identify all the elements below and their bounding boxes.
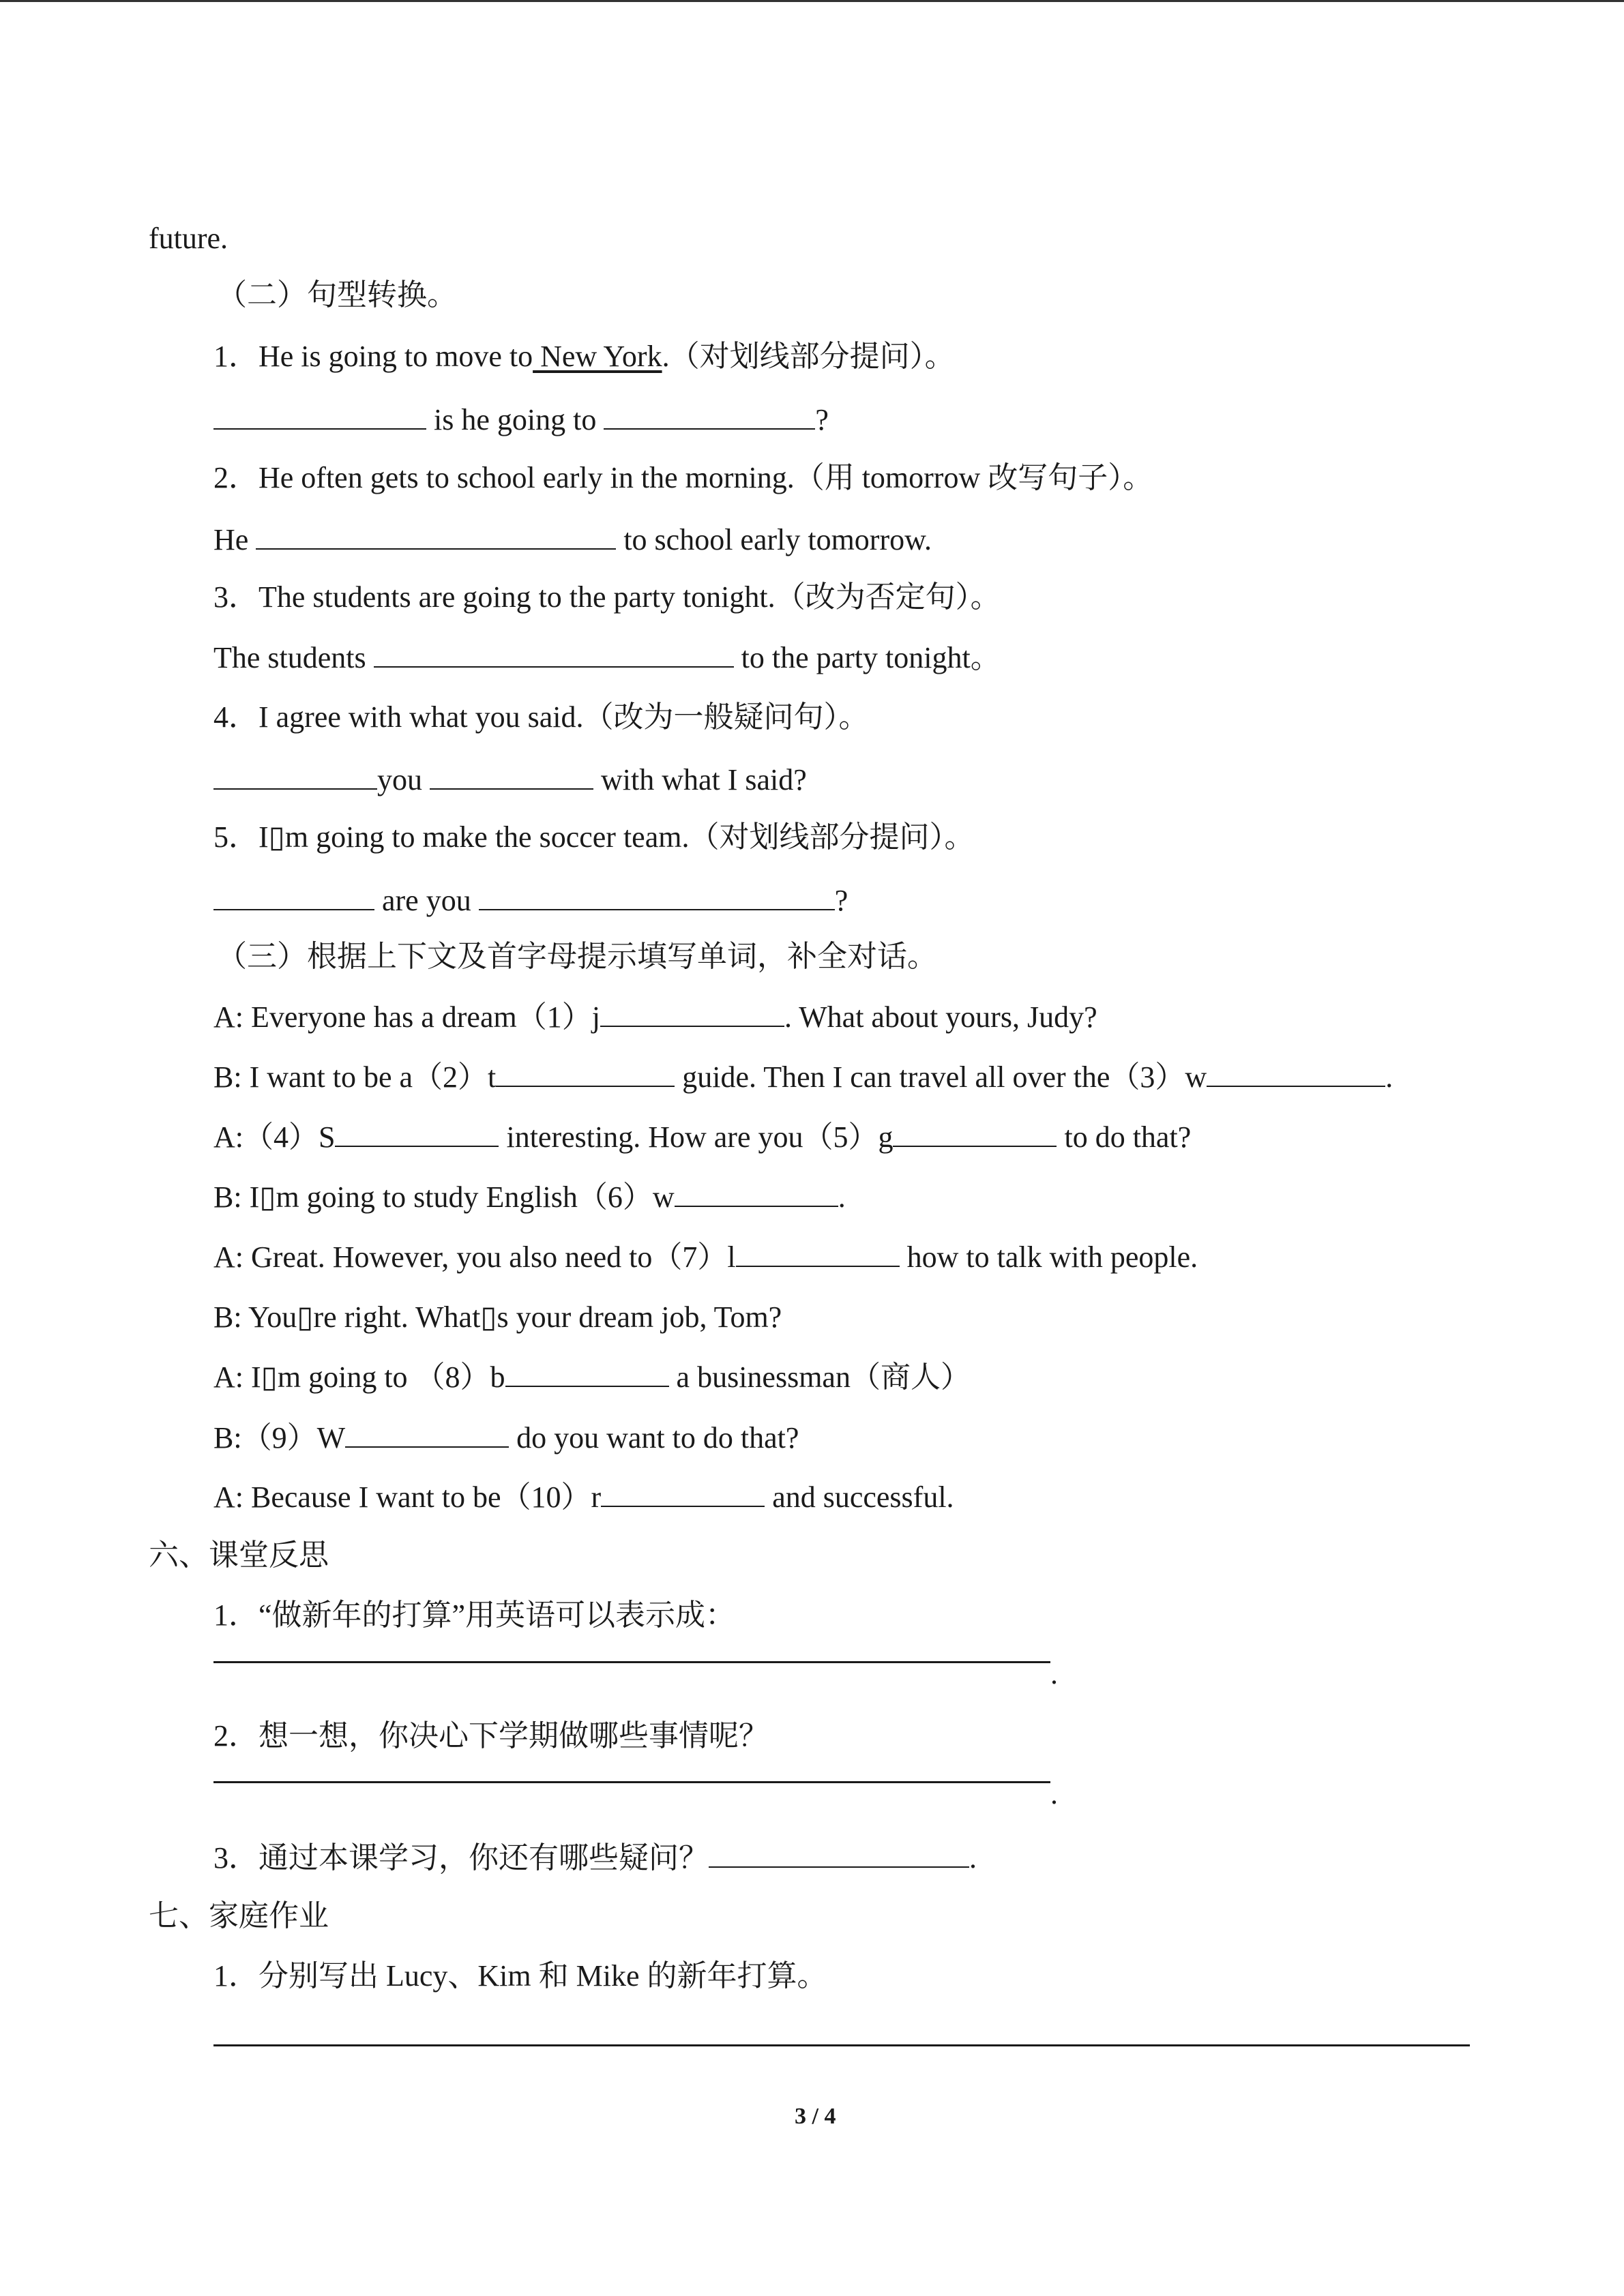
answer-line[interactable] (213, 2044, 1470, 2046)
period: . (1050, 1657, 1058, 1690)
s2-answer-5 (213, 879, 848, 921)
dialog-line-6 (213, 1297, 782, 1338)
dialog-line-8 (213, 1416, 799, 1459)
q5-number: 5． (213, 820, 259, 854)
section6-title: 六、课堂反思 (149, 1538, 329, 1572)
section2-title: （二）句型转换。 (217, 278, 457, 312)
q1-text-pre: He is going to move to (259, 340, 533, 373)
dialog-text: . What about yours, Judy? (784, 1000, 1097, 1034)
top-border (0, 0, 1624, 2)
answer-blank[interactable] (335, 1116, 499, 1147)
answer-blank[interactable] (479, 879, 835, 910)
dialog-text: A: Great. However, you also need to（7）l (213, 1240, 736, 1274)
a4-post: with what I said? (593, 763, 807, 796)
q1-underlined-text: New York (533, 340, 662, 373)
period: . (969, 1841, 977, 1875)
section7-title: 七、家庭作业 (149, 1899, 329, 1933)
dialog-text: how to talk with people. (899, 1240, 1198, 1274)
s6-question-2: 2．想一想，你决心下学期做哪些事情呢？ (213, 1719, 769, 1753)
q1-number: 1． (213, 340, 259, 373)
q4-number: 4． (213, 700, 259, 734)
dialog-text: B:（9）W (213, 1421, 346, 1455)
a2-post: to school early tomorrow. (616, 523, 932, 556)
dialog-line-2 (213, 1056, 1393, 1098)
dialog-text: B: I▯m going to study English（6）w (213, 1180, 675, 1214)
s6-question-1: 1．“做新年的打算”用英语可以表示成： (213, 1598, 736, 1632)
s2-answer-2 (213, 518, 932, 561)
s2-question-1 (213, 336, 955, 377)
answer-blank[interactable] (505, 1356, 669, 1387)
s2-question-5 (213, 817, 974, 858)
answer-blank[interactable] (430, 758, 593, 790)
s2-answer-3 (213, 636, 1001, 679)
dialog-text: . (1385, 1060, 1393, 1094)
answer-line[interactable] (213, 1661, 1050, 1663)
dialog-text: A: Because I want to be（10）r (213, 1480, 602, 1514)
q1-text-post: .（对划线部分提问）。 (662, 340, 955, 373)
dialog-text: a businessman（商人） (668, 1360, 971, 1394)
period: . (1050, 1777, 1058, 1810)
dialog-text: . (838, 1180, 846, 1214)
s6-question-3 (213, 1836, 977, 1879)
answer-blank[interactable] (736, 1236, 900, 1267)
a2-pre: He (213, 523, 256, 556)
section3-title: （三）根据上下文及首字母提示填写单词，补全对话。 (217, 940, 937, 973)
a4-mid: you (377, 763, 430, 796)
dialog-text: do you want to do that? (509, 1421, 799, 1455)
dialog-text: A: Everyone has a dream（1）j (213, 1000, 600, 1034)
q2-number: 2． (213, 461, 259, 494)
q3-text: The students are going to the party tonight.（改为否定句）。 (259, 580, 1001, 614)
dialog-line-1 (213, 996, 1097, 1038)
answer-blank[interactable] (496, 1056, 675, 1087)
s7-question-1: 1．分别写出 Lucy、Kim 和 Mike 的新年打算。 (213, 1959, 827, 1993)
s2-answer-1 (213, 398, 829, 441)
answer-blank[interactable] (256, 518, 616, 550)
answer-blank[interactable] (675, 1176, 838, 1207)
answer-blank[interactable] (601, 1476, 765, 1507)
answer-blank[interactable] (374, 636, 734, 668)
dialog-line-9 (213, 1476, 954, 1518)
q3-number: 3． (213, 580, 259, 614)
answer-blank[interactable] (1207, 1056, 1385, 1087)
dialog-line-7 (213, 1356, 971, 1398)
a3-post: to the party tonight。 (733, 641, 1001, 674)
q2-text: He often gets to school early in the morning.（用 tomorrow 改写句子）。 (259, 461, 1153, 494)
dialog-text: A:（4）S (213, 1120, 336, 1154)
s2-question-4 (213, 697, 869, 738)
answer-blank[interactable] (709, 1836, 969, 1868)
dialog-text: and successful. (765, 1480, 954, 1514)
answer-blank[interactable] (604, 398, 815, 430)
dialog-text: A: I▯m going to （8）b (213, 1360, 505, 1394)
top-text: future. (149, 222, 228, 255)
dialog-line-3 (213, 1116, 1191, 1158)
question-text: 3．通过本课学习，你还有哪些疑问？ (213, 1841, 709, 1875)
s2-answer-4 (213, 758, 807, 801)
answer-line[interactable] (213, 1781, 1050, 1783)
a5-mid: are you (374, 884, 479, 917)
dialog-text: interesting. How are you（5）g (499, 1120, 894, 1154)
q5-text: I▯m going to make the soccer team.（对划线部分提问）。 (259, 820, 975, 854)
answer-blank[interactable] (213, 758, 377, 790)
a1-end: ? (815, 403, 829, 436)
dialog-line-5 (213, 1236, 1198, 1278)
a1-mid: is he going to (426, 403, 604, 436)
answer-blank[interactable] (213, 879, 374, 910)
dialog-text: B: You▯re right. What▯s your dream job, Tom? (213, 1300, 782, 1334)
answer-blank[interactable] (893, 1116, 1057, 1147)
a5-end: ? (834, 884, 848, 917)
answer-blank[interactable] (213, 398, 426, 430)
page-number: 3 / 4 (795, 2104, 836, 2129)
answer-blank[interactable] (600, 996, 784, 1027)
a3-pre: The students (213, 641, 374, 674)
dialog-text: B: I want to be a（2）t (213, 1060, 497, 1094)
s2-question-3 (213, 577, 1001, 618)
dialog-line-4 (213, 1176, 846, 1218)
answer-blank[interactable] (345, 1416, 509, 1448)
q4-text: I agree with what you said.（改为一般疑问句）。 (259, 700, 869, 734)
s2-question-2 (213, 458, 1153, 498)
dialog-text: guide. Then I can travel all over the（3）w (675, 1060, 1207, 1094)
dialog-text: to do that? (1057, 1120, 1192, 1154)
